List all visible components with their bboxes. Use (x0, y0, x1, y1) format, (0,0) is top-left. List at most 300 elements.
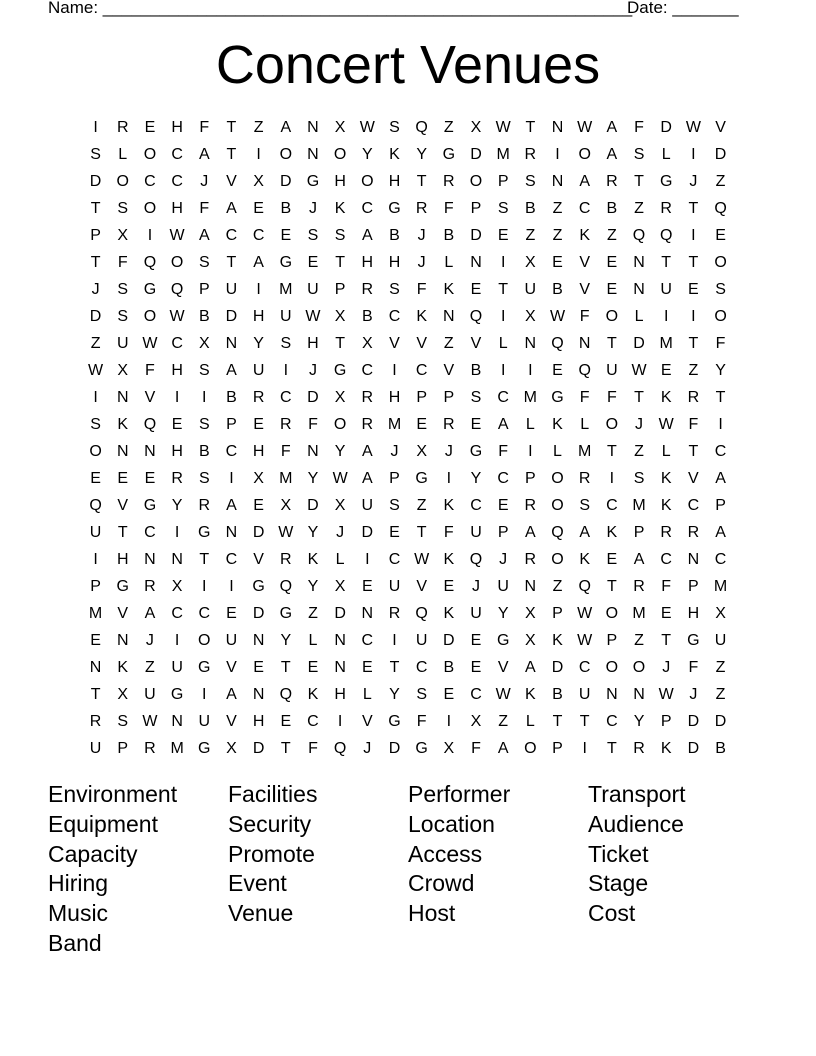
grid-cell[interactable]: K (307, 685, 319, 703)
grid-cell[interactable]: K (660, 739, 672, 757)
grid-cell[interactable]: S (117, 307, 129, 325)
grid-cell[interactable]: V (389, 334, 400, 352)
grid-cell[interactable]: X (715, 604, 726, 622)
grid-cell[interactable]: Z (715, 658, 726, 676)
grid-cell[interactable]: T (606, 739, 617, 757)
grid-cell[interactable]: I (147, 226, 153, 244)
grid-cell[interactable]: U (144, 685, 156, 703)
grid-cell[interactable]: T (715, 388, 726, 406)
grid-cell[interactable]: W (169, 226, 185, 244)
grid-cell[interactable]: F (579, 307, 590, 325)
grid-cell[interactable]: A (361, 442, 373, 460)
grid-cell[interactable]: U (225, 631, 238, 649)
grid-cell[interactable]: I (691, 307, 696, 325)
grid-cell[interactable]: S (416, 685, 427, 703)
grid-cell[interactable]: J (444, 442, 453, 460)
grid-cell[interactable]: U (89, 739, 102, 757)
grid-cell[interactable]: N (687, 550, 700, 568)
grid-cell[interactable]: F (308, 739, 318, 757)
grid-cell[interactable]: V (579, 280, 591, 298)
grid-cell[interactable]: C (171, 145, 183, 163)
grid-cell[interactable]: P (525, 469, 536, 487)
grid-cell[interactable]: T (606, 334, 617, 352)
grid-cell[interactable]: S (280, 334, 292, 352)
grid-cell[interactable]: H (171, 118, 183, 136)
grid-cell[interactable]: M (387, 415, 402, 433)
grid-cell[interactable]: K (660, 388, 672, 406)
grid-cell[interactable]: I (500, 361, 506, 379)
grid-cell[interactable]: D (687, 739, 700, 757)
grid-cell[interactable]: Y (307, 577, 319, 595)
grid-cell[interactable]: F (634, 118, 644, 136)
grid-cell[interactable]: J (363, 739, 372, 757)
grid-cell[interactable]: K (117, 415, 129, 433)
grid-cell[interactable]: M (279, 469, 293, 487)
grid-cell[interactable]: F (606, 388, 617, 406)
grid-cell[interactable]: V (226, 712, 237, 730)
grid-cell[interactable]: D (470, 226, 482, 244)
grid-cell[interactable]: E (443, 577, 455, 595)
grid-cell[interactable]: C (144, 172, 156, 190)
grid-cell[interactable]: W (577, 118, 593, 136)
grid-cell[interactable]: P (226, 415, 237, 433)
grid-cell[interactable]: K (660, 469, 672, 487)
grid-cell[interactable]: V (688, 469, 699, 487)
grid-cell[interactable]: R (361, 388, 374, 406)
grid-cell[interactable]: B (361, 307, 373, 325)
grid-cell[interactable]: L (661, 442, 671, 460)
grid-cell[interactable]: G (198, 658, 211, 676)
grid-cell[interactable]: S (334, 226, 346, 244)
grid-cell[interactable]: C (578, 658, 591, 676)
grid-cell[interactable]: H (334, 172, 346, 190)
grid-cell[interactable]: N (334, 658, 346, 676)
grid-cell[interactable]: L (525, 415, 535, 433)
grid-cell[interactable]: Y (361, 145, 373, 163)
grid-cell[interactable]: X (525, 604, 536, 622)
grid-cell[interactable]: X (334, 496, 346, 514)
grid-cell[interactable]: X (171, 577, 183, 595)
grid-cell[interactable]: S (525, 172, 536, 190)
grid-cell[interactable]: H (307, 334, 319, 352)
grid-cell[interactable]: L (498, 334, 508, 352)
grid-cell[interactable]: N (171, 550, 183, 568)
grid-cell[interactable]: J (390, 442, 399, 460)
grid-cell[interactable]: Y (334, 442, 346, 460)
grid-cell[interactable]: Y (497, 604, 509, 622)
grid-cell[interactable]: U (415, 631, 428, 649)
grid-cell[interactable]: A (606, 145, 618, 163)
grid-cell[interactable]: U (89, 523, 102, 541)
grid-cell[interactable]: T (634, 388, 644, 406)
grid-cell[interactable]: D (633, 334, 645, 352)
grid-cell[interactable]: O (578, 145, 591, 163)
grid-cell[interactable]: I (256, 280, 261, 298)
grid-cell[interactable]: V (416, 577, 427, 595)
grid-cell[interactable]: F (471, 739, 481, 757)
grid-cell[interactable]: P (389, 469, 400, 487)
grid-cell[interactable]: E (660, 604, 672, 622)
grid-cell[interactable]: E (226, 604, 237, 622)
grid-cell[interactable]: J (689, 685, 698, 703)
grid-cell[interactable]: I (528, 442, 533, 460)
grid-cell[interactable]: T (335, 334, 346, 352)
grid-cell[interactable]: U (578, 685, 591, 703)
grid-cell[interactable]: C (497, 469, 509, 487)
grid-cell[interactable]: S (198, 361, 210, 379)
grid-cell[interactable]: R (171, 469, 183, 487)
grid-cell[interactable]: U (252, 361, 265, 379)
grid-cell[interactable]: W (658, 415, 674, 433)
grid-cell[interactable]: D (551, 658, 564, 676)
grid-cell[interactable]: A (226, 199, 237, 217)
grid-cell[interactable]: E (90, 631, 101, 649)
grid-cell[interactable]: L (308, 631, 318, 649)
grid-cell[interactable]: Z (606, 226, 617, 244)
grid-cell[interactable]: C (606, 712, 618, 730)
grid-cell[interactable]: G (279, 604, 293, 622)
grid-cell[interactable]: O (279, 145, 293, 163)
grid-cell[interactable]: L (118, 145, 128, 163)
grid-cell[interactable]: T (280, 739, 291, 757)
grid-cell[interactable]: Q (143, 253, 157, 271)
grid-cell[interactable]: G (198, 739, 211, 757)
grid-cell[interactable]: O (714, 307, 727, 325)
grid-cell[interactable]: K (443, 496, 455, 514)
grid-cell[interactable]: Z (634, 442, 644, 460)
grid-cell[interactable]: S (633, 469, 645, 487)
grid-cell[interactable]: Z (308, 604, 318, 622)
grid-cell[interactable]: B (389, 226, 400, 244)
grid-cell[interactable]: T (226, 118, 237, 136)
grid-cell[interactable]: C (606, 496, 618, 514)
grid-cell[interactable]: T (335, 253, 346, 271)
grid-cell[interactable]: T (90, 199, 101, 217)
grid-cell[interactable]: N (633, 253, 645, 271)
grid-cell[interactable]: L (634, 307, 644, 325)
grid-cell[interactable]: G (143, 496, 157, 514)
grid-cell[interactable]: N (334, 631, 346, 649)
grid-cell[interactable]: F (498, 442, 509, 460)
grid-cell[interactable]: E (253, 415, 264, 433)
grid-cell[interactable]: C (714, 550, 727, 568)
grid-cell[interactable]: Y (307, 469, 319, 487)
grid-cell[interactable]: U (225, 280, 238, 298)
grid-cell[interactable]: O (605, 604, 619, 622)
grid-cell[interactable]: T (226, 253, 237, 271)
grid-cell[interactable]: W (658, 685, 674, 703)
grid-cell[interactable]: X (334, 388, 346, 406)
grid-cell[interactable]: W (169, 307, 185, 325)
grid-cell[interactable]: Q (469, 550, 483, 568)
grid-cell[interactable]: Y (171, 496, 183, 514)
grid-cell[interactable]: A (226, 685, 237, 703)
grid-cell[interactable]: U (361, 496, 374, 514)
grid-cell[interactable]: T (525, 118, 536, 136)
grid-cell[interactable]: O (605, 658, 619, 676)
grid-cell[interactable]: E (443, 685, 455, 703)
grid-cell[interactable]: G (551, 388, 564, 406)
grid-cell[interactable]: K (525, 685, 536, 703)
grid-cell[interactable]: V (416, 334, 427, 352)
grid-cell[interactable]: Q (279, 577, 293, 595)
grid-cell[interactable]: E (606, 280, 618, 298)
grid-cell[interactable]: S (117, 712, 129, 730)
grid-cell[interactable]: T (199, 550, 210, 568)
grid-cell[interactable]: D (334, 604, 346, 622)
grid-cell[interactable]: Y (416, 145, 427, 163)
grid-cell[interactable]: X (117, 226, 129, 244)
grid-cell[interactable]: O (524, 739, 537, 757)
grid-cell[interactable]: E (253, 658, 264, 676)
grid-cell[interactable]: S (633, 145, 645, 163)
grid-cell[interactable]: H (252, 307, 265, 325)
grid-cell[interactable]: G (442, 145, 456, 163)
grid-cell[interactable]: T (688, 442, 699, 460)
grid-cell[interactable]: V (226, 172, 237, 190)
grid-cell[interactable]: H (388, 388, 401, 406)
grid-cell[interactable]: E (660, 361, 672, 379)
grid-cell[interactable]: E (606, 550, 618, 568)
grid-cell[interactable]: X (525, 307, 536, 325)
grid-cell[interactable]: I (609, 469, 615, 487)
grid-cell[interactable]: C (470, 496, 482, 514)
grid-cell[interactable]: P (443, 388, 455, 406)
grid-cell[interactable]: A (144, 604, 156, 622)
grid-cell[interactable]: F (443, 199, 454, 217)
grid-cell[interactable]: D (714, 712, 727, 730)
grid-cell[interactable]: D (225, 307, 238, 325)
grid-cell[interactable]: M (578, 442, 592, 460)
grid-cell[interactable]: T (389, 658, 400, 676)
grid-cell[interactable]: M (659, 334, 673, 352)
grid-cell[interactable]: Z (552, 199, 563, 217)
grid-cell[interactable]: R (633, 577, 645, 595)
name-field[interactable]: Name: ________________________________________________________ (48, 0, 633, 17)
grid-cell[interactable]: P (606, 631, 618, 649)
grid-cell[interactable]: T (688, 199, 699, 217)
grid-cell[interactable]: D (660, 118, 672, 136)
grid-cell[interactable]: N (606, 685, 618, 703)
grid-cell[interactable]: C (660, 550, 672, 568)
grid-cell[interactable]: J (200, 172, 209, 190)
grid-cell[interactable]: B (280, 199, 292, 217)
grid-cell[interactable]: C (388, 550, 401, 568)
grid-cell[interactable]: M (170, 739, 184, 757)
grid-cell[interactable]: J (417, 253, 426, 271)
grid-cell[interactable]: X (253, 172, 264, 190)
grid-cell[interactable]: E (497, 226, 509, 244)
grid-cell[interactable]: D (687, 712, 700, 730)
grid-cell[interactable]: W (631, 361, 647, 379)
grid-cell[interactable]: O (143, 145, 157, 163)
grid-cell[interactable]: T (226, 145, 237, 163)
grid-cell[interactable]: M (713, 577, 728, 595)
grid-cell[interactable]: A (715, 469, 726, 487)
grid-cell[interactable]: E (470, 280, 482, 298)
grid-cell[interactable]: O (143, 199, 157, 217)
grid-cell[interactable]: L (362, 685, 372, 703)
grid-cell[interactable]: O (333, 415, 347, 433)
grid-cell[interactable]: O (143, 307, 157, 325)
grid-cell[interactable]: O (361, 172, 374, 190)
grid-cell[interactable]: T (661, 253, 672, 271)
grid-cell[interactable]: I (392, 361, 397, 379)
grid-cell[interactable]: D (252, 739, 265, 757)
grid-cell[interactable]: Q (469, 307, 483, 325)
grid-cell[interactable]: S (307, 226, 319, 244)
grid-cell[interactable]: B (198, 307, 210, 325)
grid-cell[interactable]: F (416, 712, 427, 730)
grid-cell[interactable]: D (307, 496, 319, 514)
grid-cell[interactable]: F (688, 658, 699, 676)
grid-cell[interactable]: I (202, 388, 207, 406)
grid-cell[interactable]: J (417, 226, 426, 244)
grid-cell[interactable]: L (335, 550, 345, 568)
grid-cell[interactable]: A (198, 145, 210, 163)
grid-cell[interactable]: Z (552, 577, 563, 595)
grid-cell[interactable]: E (117, 469, 129, 487)
grid-cell[interactable]: R (116, 118, 129, 136)
grid-cell[interactable]: R (280, 550, 292, 568)
grid-cell[interactable]: I (691, 145, 696, 163)
grid-cell[interactable]: P (470, 199, 482, 217)
grid-cell[interactable]: U (307, 280, 319, 298)
grid-cell[interactable]: I (365, 550, 370, 568)
grid-cell[interactable]: E (307, 658, 319, 676)
grid-cell[interactable]: E (470, 631, 482, 649)
grid-cell[interactable]: B (552, 280, 563, 298)
grid-cell[interactable]: X (525, 253, 536, 271)
grid-cell[interactable]: K (307, 550, 319, 568)
grid-cell[interactable]: D (388, 739, 401, 757)
grid-cell[interactable]: R (687, 388, 700, 406)
grid-cell[interactable]: R (198, 496, 211, 514)
grid-cell[interactable]: I (446, 712, 452, 730)
grid-cell[interactable]: T (688, 253, 699, 271)
grid-cell[interactable]: I (93, 118, 98, 136)
grid-cell[interactable]: F (416, 280, 427, 298)
grid-cell[interactable]: V (497, 658, 509, 676)
grid-cell[interactable]: T (661, 631, 672, 649)
grid-cell[interactable]: G (306, 172, 320, 190)
grid-cell[interactable]: X (470, 118, 482, 136)
grid-cell[interactable]: K (443, 280, 455, 298)
grid-cell[interactable]: B (226, 388, 237, 406)
grid-cell[interactable]: B (552, 685, 563, 703)
grid-cell[interactable]: E (416, 415, 427, 433)
grid-cell[interactable]: X (361, 334, 373, 352)
grid-cell[interactable]: A (253, 253, 264, 271)
grid-cell[interactable]: G (279, 253, 293, 271)
grid-cell[interactable]: E (497, 496, 509, 514)
grid-cell[interactable]: L (525, 712, 535, 730)
grid-cell[interactable]: U (388, 577, 401, 595)
grid-cell[interactable]: B (470, 361, 482, 379)
grid-cell[interactable]: C (578, 199, 591, 217)
grid-cell[interactable]: C (415, 658, 428, 676)
grid-cell[interactable]: R (443, 172, 455, 190)
grid-cell[interactable]: R (633, 739, 645, 757)
grid-cell[interactable]: C (144, 523, 156, 541)
grid-cell[interactable]: C (307, 712, 319, 730)
grid-cell[interactable]: Z (90, 334, 101, 352)
grid-cell[interactable]: V (226, 658, 237, 676)
grid-cell[interactable]: S (579, 496, 591, 514)
grid-cell[interactable]: O (551, 550, 564, 568)
grid-cell[interactable]: H (388, 172, 401, 190)
grid-cell[interactable]: N (144, 550, 156, 568)
grid-cell[interactable]: N (470, 253, 482, 271)
grid-cell[interactable]: K (334, 199, 346, 217)
grid-cell[interactable]: A (497, 739, 509, 757)
grid-cell[interactable]: P (497, 523, 509, 541)
grid-cell[interactable]: I (202, 577, 207, 595)
grid-cell[interactable]: I (174, 631, 180, 649)
grid-cell[interactable]: X (198, 334, 210, 352)
grid-cell[interactable]: D (714, 145, 727, 163)
grid-cell[interactable]: N (252, 685, 265, 703)
grid-cell[interactable]: K (579, 550, 591, 568)
grid-cell[interactable]: I (174, 523, 180, 541)
grid-cell[interactable]: N (633, 280, 645, 298)
grid-cell[interactable]: S (198, 415, 210, 433)
grid-cell[interactable]: V (470, 334, 482, 352)
grid-cell[interactable]: O (605, 415, 619, 433)
grid-cell[interactable]: A (525, 658, 536, 676)
grid-cell[interactable]: N (307, 442, 319, 460)
grid-cell[interactable]: T (606, 577, 617, 595)
grid-cell[interactable]: P (416, 388, 427, 406)
grid-cell[interactable]: J (471, 577, 480, 595)
grid-cell[interactable]: R (524, 496, 537, 514)
grid-cell[interactable]: D (252, 604, 265, 622)
grid-cell[interactable]: B (443, 226, 455, 244)
grid-cell[interactable]: E (307, 253, 319, 271)
grid-cell[interactable]: P (688, 577, 699, 595)
grid-cell[interactable]: O (170, 253, 184, 271)
grid-cell[interactable]: W (142, 334, 158, 352)
grid-cell[interactable]: S (389, 280, 400, 298)
grid-cell[interactable]: T (498, 280, 509, 298)
grid-cell[interactable]: W (278, 523, 294, 541)
grid-cell[interactable]: Y (280, 631, 292, 649)
grid-cell[interactable]: I (663, 307, 669, 325)
grid-cell[interactable]: A (715, 523, 726, 541)
grid-cell[interactable]: O (605, 307, 619, 325)
grid-cell[interactable]: U (524, 280, 537, 298)
grid-cell[interactable]: F (579, 388, 590, 406)
grid-cell[interactable]: X (525, 631, 536, 649)
grid-cell[interactable]: A (226, 361, 237, 379)
grid-cell[interactable]: P (90, 577, 101, 595)
grid-cell[interactable]: E (606, 253, 618, 271)
grid-cell[interactable]: W (414, 550, 430, 568)
grid-cell[interactable]: G (170, 685, 184, 703)
grid-cell[interactable]: S (497, 199, 509, 217)
grid-cell[interactable]: N (89, 658, 102, 676)
grid-cell[interactable]: G (143, 280, 157, 298)
grid-cell[interactable]: E (389, 523, 400, 541)
grid-cell[interactable]: R (89, 712, 102, 730)
grid-cell[interactable]: K (416, 307, 427, 325)
grid-cell[interactable]: N (307, 145, 319, 163)
grid-cell[interactable]: U (606, 361, 618, 379)
grid-cell[interactable]: I (202, 685, 207, 703)
grid-cell[interactable]: S (117, 280, 129, 298)
grid-cell[interactable]: A (361, 469, 373, 487)
grid-cell[interactable]: U (116, 334, 129, 352)
